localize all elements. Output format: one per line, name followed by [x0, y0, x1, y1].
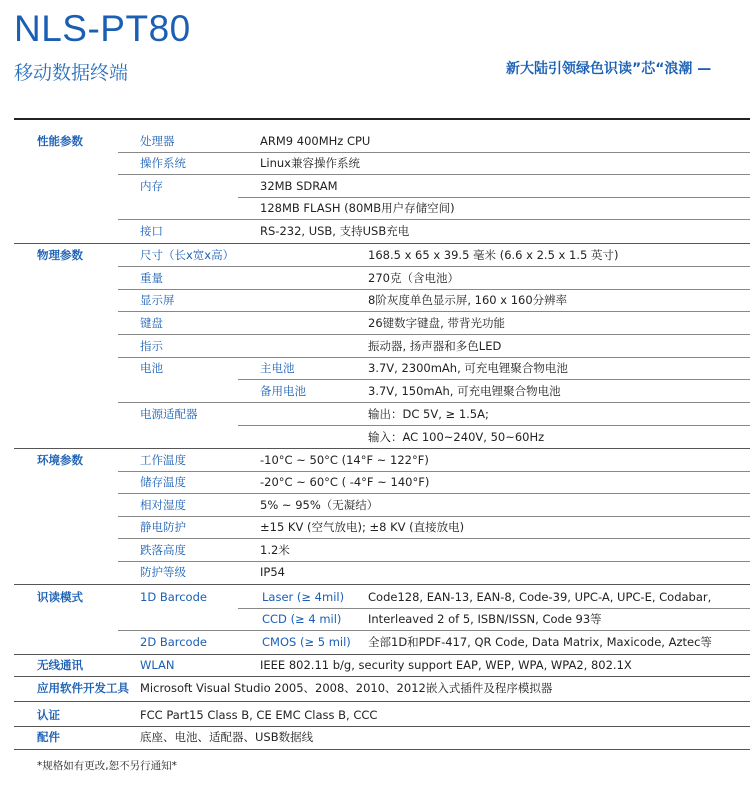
spec-label: WLAN [140, 658, 175, 672]
spec-row-memory-flash [0, 197, 750, 219]
spec-label: 静电防护 [140, 520, 186, 534]
spec-row-sdk [0, 677, 750, 699]
spec-row-drop [0, 539, 750, 561]
spec-value: 3.7V, 150mAh, 可充电锂聚合物电池 [368, 384, 561, 398]
spec-value: FCC Part15 Class B, CE EMC Class B, CCC [140, 708, 378, 722]
spec-sublabel: Laser (≥ 4mil) [262, 590, 345, 604]
section-divider [14, 749, 750, 750]
spec-value: 8阶灰度单色显示屏, 160 x 160分辨率 [368, 293, 568, 307]
spec-row-adapter-out [0, 403, 750, 425]
category-wireless: 无线通讯 [37, 658, 83, 672]
spec-row-indicator [0, 335, 750, 357]
spec-value: ±15 KV (空气放电); ±8 KV (直接放电) [260, 520, 465, 534]
section-divider [14, 584, 750, 585]
spec-label: 防护等级 [140, 565, 186, 579]
spec-label: 显示屏 [140, 293, 175, 307]
category-accessories: 配件 [37, 730, 60, 744]
spec-sublabel: 备用电池 [260, 384, 306, 398]
spec-value: 5% ~ 95%（无凝结） [260, 498, 379, 512]
spec-value: 168.5 x 65 x 39.5 毫米 (6.6 x 2.5 x 1.5 英寸) [368, 248, 619, 262]
spec-row-esd [0, 516, 750, 538]
spec-value: Microsoft Visual Studio 2005、2008、2010、2012嵌入式插件及程序模拟器 [140, 681, 553, 695]
page-subtitle: 移动数据终端 [14, 62, 129, 84]
spec-row-cpu [0, 130, 750, 152]
spec-label: 操作系统 [140, 156, 186, 170]
category-scan-mode: 识读模式 [37, 590, 83, 604]
spec-label: 尺寸（长x宽x高） [140, 248, 235, 262]
spec-row-storage-temp [0, 471, 750, 493]
spec-value: 振动器, 扬声器和多色LED [368, 339, 502, 353]
spec-label: 接口 [140, 224, 163, 238]
spec-row-certification [0, 704, 750, 726]
spec-row-port [0, 220, 750, 242]
spec-value: 输出：DC 5V, ≥ 1.5A; [368, 407, 489, 421]
spec-row-weight [0, 267, 750, 289]
spec-value: IEEE 802.11 b/g, security support EAP, WEP, WPA, WPA2, 802.1X [260, 658, 632, 672]
spec-sublabel: CMOS (≥ 5 mil) [262, 635, 351, 649]
spec-row-humidity [0, 494, 750, 516]
spec-row-wlan [0, 654, 750, 676]
spec-row-battery-main [0, 357, 750, 379]
spec-value: 128MB FLASH (80MB用户存储空间) [260, 201, 455, 215]
spec-row-ccd [0, 608, 750, 630]
category-physical: 物理参数 [37, 248, 83, 262]
spec-value: 26键数字键盘, 带背光功能 [368, 316, 505, 330]
spec-value: IP54 [260, 565, 285, 579]
spec-label: 2D Barcode [140, 635, 207, 649]
category-sdk: 应用软件开发工具 [37, 681, 129, 695]
spec-value: -20°C ~ 60°C ( -4°F ~ 140°F) [260, 475, 430, 489]
spec-label: 重量 [140, 271, 163, 285]
spec-value: 全部1D和PDF-417, QR Code, Data Matrix, Maxicode, Aztec等 [368, 635, 712, 649]
spec-value: 3.7V, 2300mAh, 可充电锂聚合物电池 [368, 361, 568, 375]
spec-row-accessories [0, 726, 750, 748]
spec-label: 跌落高度 [140, 543, 186, 557]
page-title: NLS-PT80 [14, 8, 191, 49]
spec-value: 32MB SDRAM [260, 179, 338, 193]
spec-label: 工作温度 [140, 453, 186, 467]
spec-value: Linux兼容操作系统 [260, 156, 360, 170]
spec-row-memory [0, 175, 750, 197]
footnote: *规格如有更改,恕不另行通知* [37, 760, 177, 772]
spec-row-os [0, 152, 750, 174]
spec-label: 键盘 [140, 316, 163, 330]
spec-value: ARM9 400MHz CPU [260, 134, 371, 148]
spec-sublabel: CCD (≥ 4 mil) [262, 612, 342, 626]
spec-label: 1D Barcode [140, 590, 207, 604]
spec-row-size [0, 244, 750, 266]
spec-label: 处理器 [140, 134, 175, 148]
spec-row-laser [0, 586, 750, 608]
spec-value: Code128, EAN-13, EAN-8, Code-39, UPC-A, UPC-E, Codabar, [368, 590, 712, 604]
spec-row-battery-backup [0, 380, 750, 402]
spec-label: 电池 [140, 361, 163, 375]
spec-label: 电源适配器 [140, 407, 198, 421]
spec-value: -10°C ~ 50°C (14°F ~ 122°F) [260, 453, 429, 467]
spec-value: 输入：AC 100~240V, 50~60Hz [368, 430, 545, 444]
spec-label: 内存 [140, 179, 163, 193]
spec-row-adapter-in [0, 426, 750, 448]
spec-value: RS-232, USB, 支持USB充电 [260, 224, 410, 238]
spec-sublabel: 主电池 [260, 361, 295, 375]
section-divider [14, 701, 750, 702]
spec-label: 指示 [140, 339, 163, 353]
spec-value: 1.2米 [260, 543, 290, 557]
slogan: 新大陆引领绿色识读”芯“浪潮 — [506, 61, 712, 77]
spec-value: Interleaved 2 of 5, ISBN/ISSN, Code 93等 [368, 612, 602, 626]
category-environment: 环境参数 [37, 453, 83, 467]
spec-value: 270克（含电池） [368, 271, 459, 285]
category-performance: 性能参数 [37, 134, 83, 148]
spec-row-ip [0, 561, 750, 583]
spec-row-display [0, 289, 750, 311]
spec-label: 储存温度 [140, 475, 186, 489]
spec-row-keyboard [0, 312, 750, 334]
top-divider [14, 118, 750, 120]
spec-row-op-temp [0, 449, 750, 471]
spec-label: 相对湿度 [140, 498, 186, 512]
spec-value: 底座、电池、适配器、USB数据线 [140, 730, 314, 744]
category-certification: 认证 [37, 708, 60, 722]
spec-row-cmos [0, 631, 750, 653]
